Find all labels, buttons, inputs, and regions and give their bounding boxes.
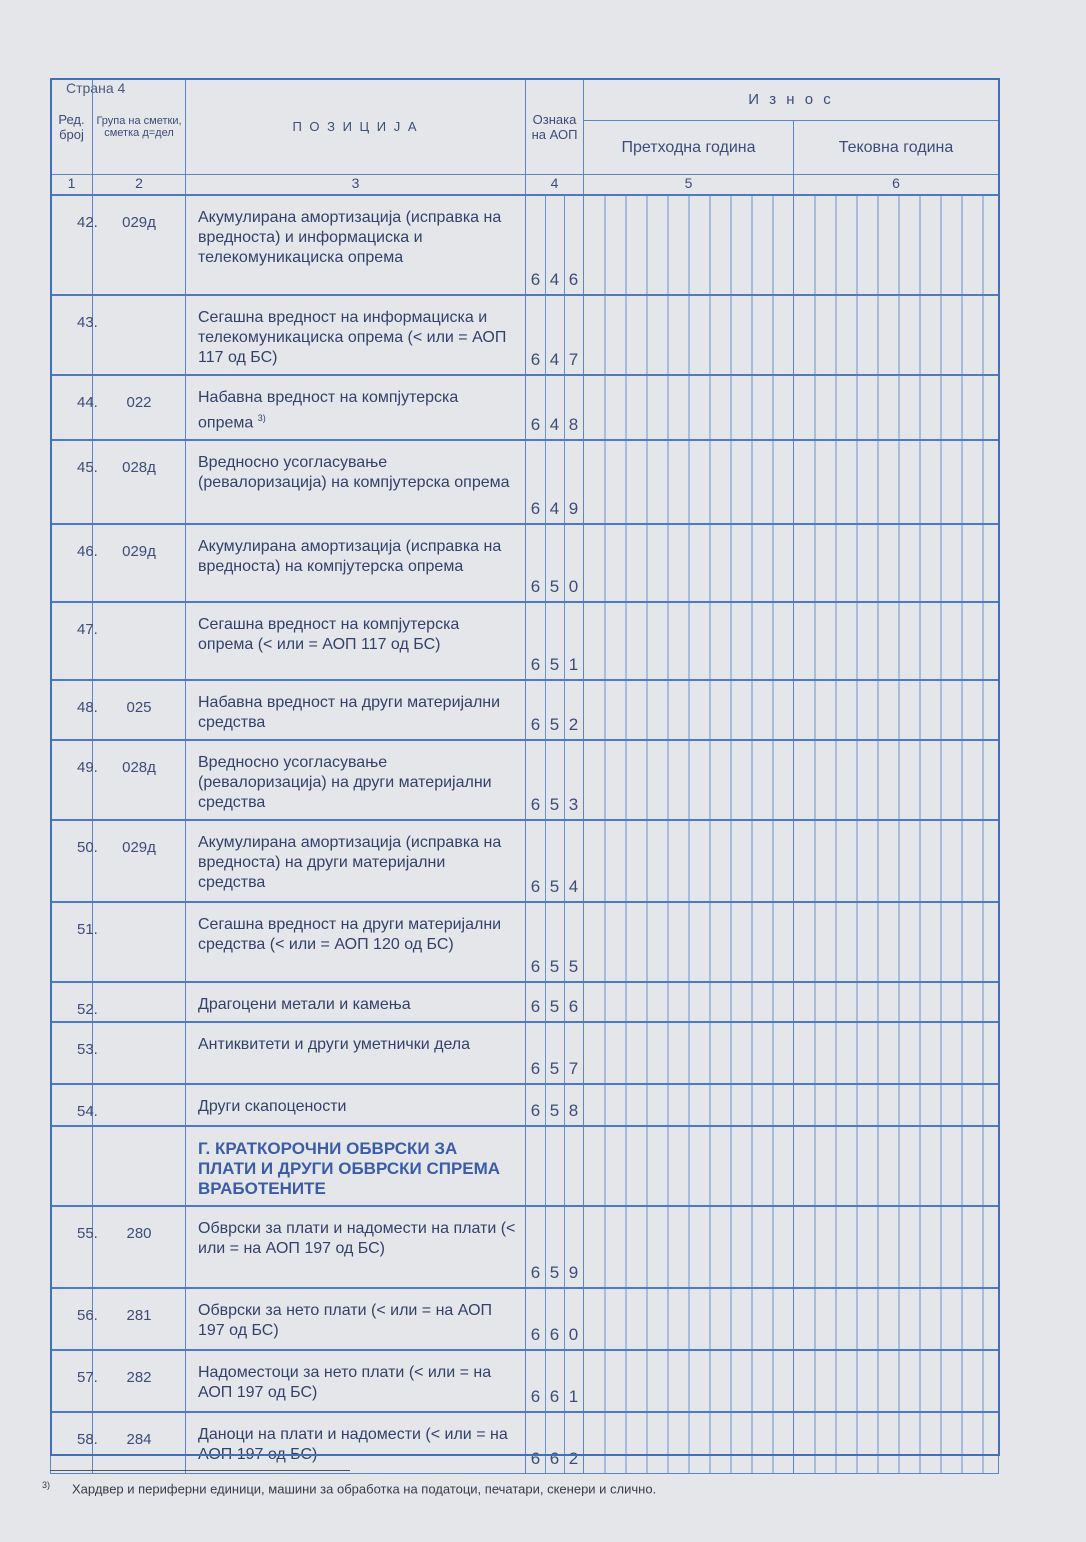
aop-digit: 5 <box>549 956 560 976</box>
amount-current-year[interactable] <box>794 1206 999 1288</box>
amount-current-year[interactable] <box>794 1288 999 1350</box>
amount-current-year[interactable] <box>794 295 999 375</box>
position-text: Акумулирана амортизација (исправка на вредноста) и информациска и телекомуникациска опрема <box>198 208 502 266</box>
position-description <box>186 820 526 902</box>
aop-digit: 8 <box>568 1100 579 1120</box>
table-row <box>51 1288 999 1350</box>
aop-code <box>526 195 584 295</box>
table-row <box>51 1206 999 1288</box>
aop-digit: 6 <box>530 654 541 674</box>
amount-previous-year[interactable] <box>584 680 794 740</box>
footnote-divider <box>50 1470 350 1471</box>
amount-current-year[interactable] <box>794 1022 999 1084</box>
aop-digit: 9 <box>568 1262 579 1282</box>
row-number: 49. <box>51 740 93 820</box>
position-description <box>186 440 526 524</box>
aop-digit: 6 <box>530 349 541 369</box>
aop-code <box>526 820 584 902</box>
row-number: 42. <box>51 195 93 295</box>
account-group: 029д <box>93 820 186 902</box>
aop-code <box>526 1022 584 1084</box>
position-text: Вредносно усогласување (ревалоризација) на други материјални средства <box>198 753 492 811</box>
position-text: Обврски за нето плати (< или = на АОП 197 од БС) <box>198 1301 493 1339</box>
footnote-text: Хардвер и периферни единици, машини за обработка на податоци, печатари, скенери и слично. <box>72 1481 657 1497</box>
amount-previous-year[interactable] <box>584 740 794 820</box>
aop-digit: 4 <box>568 876 579 896</box>
position-text: Сегашна вредност на други материјални средства (< или = АОП 120 од БС) <box>198 915 502 953</box>
aop-code <box>526 375 584 440</box>
aop-digit: 1 <box>568 1386 579 1406</box>
account-group: 284 <box>93 1412 186 1474</box>
account-group: 029д <box>93 195 186 295</box>
amount-previous-year[interactable] <box>584 440 794 524</box>
amount-current-year[interactable] <box>794 820 999 902</box>
aop-code <box>526 1084 584 1126</box>
column-number-5: 5 <box>584 175 794 195</box>
aop-digit: 9 <box>568 498 579 518</box>
aop-digit: 5 <box>549 714 560 734</box>
form-table <box>50 78 999 1474</box>
amount-previous-year[interactable] <box>584 295 794 375</box>
account-group <box>93 1126 186 1206</box>
table-row <box>51 1084 999 1126</box>
row-number: 53. <box>51 1022 93 1084</box>
aop-digit: 6 <box>530 876 541 896</box>
account-group <box>93 295 186 375</box>
page-label: Страна 4 <box>66 80 126 96</box>
header-previous-year: Претходна година <box>584 121 794 175</box>
position-description <box>186 295 526 375</box>
amount-current-year[interactable] <box>794 740 999 820</box>
aop-digit: 5 <box>549 1100 560 1120</box>
amount-current-year[interactable] <box>794 902 999 982</box>
aop-digit: 6 <box>530 1058 541 1078</box>
amount-current-year[interactable] <box>794 1350 999 1412</box>
row-number: 50. <box>51 820 93 902</box>
aop-digit: 5 <box>549 876 560 896</box>
aop-digit: 8 <box>568 414 579 434</box>
column-number-1: 1 <box>51 175 93 195</box>
account-group: 025 <box>93 680 186 740</box>
position-text: Вредносно усогласување (ревалоризација) на компјутерска опрема <box>198 453 510 491</box>
aop-digit: 4 <box>549 269 560 289</box>
header-position: П О З И Ц И Ј А <box>186 79 526 175</box>
footnote-ref: 3) <box>257 412 266 423</box>
position-description <box>186 680 526 740</box>
position-text: Акумулирана амортизација (исправка на вредноста) на компјутерска опрема <box>198 537 502 575</box>
aop-digit: 4 <box>549 498 560 518</box>
aop-digit: 4 <box>549 414 560 434</box>
aop-digit: 6 <box>530 498 541 518</box>
amount-previous-year[interactable] <box>584 1350 794 1412</box>
aop-code <box>526 295 584 375</box>
position-text: Сегашна вредност на информациска и телекомуникациска опрема (< или = АОП 117 од БС) <box>198 308 507 366</box>
aop-code <box>526 1206 584 1288</box>
row-number: 58. <box>51 1412 93 1474</box>
table-row <box>51 1126 999 1206</box>
aop-digit: 2 <box>568 714 579 734</box>
position-text: Надоместоци за нето плати (< или = на АОП 197 од БС) <box>198 1363 492 1401</box>
aop-code <box>526 524 584 602</box>
amount-previous-year[interactable] <box>584 1022 794 1084</box>
header-account-group: Група на сметки, сметка д=дел <box>93 79 186 175</box>
table-row <box>51 1412 999 1474</box>
aop-digit: 6 <box>530 269 541 289</box>
aop-digit: 6 <box>568 996 579 1016</box>
amount-current-year[interactable] <box>794 602 999 680</box>
amount-previous-year[interactable] <box>584 820 794 902</box>
aop-digit: 0 <box>568 576 579 596</box>
aop-code <box>526 1412 584 1474</box>
aop-digit: 6 <box>530 1100 541 1120</box>
aop-code <box>526 680 584 740</box>
account-group: 028д <box>93 740 186 820</box>
position-description <box>186 195 526 295</box>
amount-current-year[interactable] <box>794 1412 999 1474</box>
column-number-3: 3 <box>186 175 526 195</box>
row-number: 56. <box>51 1288 93 1350</box>
aop-digit: 6 <box>530 576 541 596</box>
position-description <box>186 1126 526 1206</box>
account-group: 022 <box>93 375 186 440</box>
table-row <box>51 1022 999 1084</box>
position-text: Сегашна вредност на компјутерска опрема (< или = АОП 117 од БС) <box>198 615 460 653</box>
amount-previous-year[interactable] <box>584 1084 794 1126</box>
amount-current-year[interactable] <box>794 195 999 295</box>
aop-digit: 1 <box>568 654 579 674</box>
account-group: 029д <box>93 524 186 602</box>
aop-digit: 0 <box>568 1324 579 1344</box>
row-number <box>51 1126 93 1206</box>
aop-digit: 6 <box>549 1324 560 1344</box>
table-row <box>51 820 999 902</box>
amount-previous-year[interactable] <box>584 1412 794 1474</box>
column-number-2: 2 <box>93 175 186 195</box>
row-number: 48. <box>51 680 93 740</box>
amount-previous-year[interactable] <box>584 375 794 440</box>
aop-digit: 3 <box>568 794 579 814</box>
position-text: Антиквитети и други уметнички дела <box>198 1035 471 1053</box>
table-row <box>51 295 999 375</box>
row-number: 54. <box>51 1084 93 1126</box>
amount-current-year[interactable] <box>794 524 999 602</box>
table-row <box>51 740 999 820</box>
row-number: 51. <box>51 902 93 982</box>
amount-previous-year[interactable] <box>584 602 794 680</box>
aop-digit: 5 <box>568 956 579 976</box>
position-description <box>186 1412 526 1474</box>
header-amount: И з н о с <box>584 79 999 121</box>
header-aop: Ознака на АОП <box>526 79 584 175</box>
row-number: 43. <box>51 295 93 375</box>
account-group <box>93 902 186 982</box>
header-current-year: Тековна година <box>794 121 999 175</box>
aop-code <box>526 1288 584 1350</box>
footnote <box>42 1480 656 1496</box>
position-text: Набавна вредност на компјутерска опрема <box>198 388 459 431</box>
aop-digit: 2 <box>568 1449 579 1469</box>
position-text: Акумулирана амортизација (исправка на вредноста) на други материјални средства <box>198 833 502 891</box>
position-description <box>186 902 526 982</box>
aop-digit: 6 <box>530 794 541 814</box>
position-description <box>186 1022 526 1084</box>
aop-digit: 6 <box>568 269 579 289</box>
amount-current-year[interactable] <box>794 375 999 440</box>
table-row <box>51 1350 999 1412</box>
amount-previous-year[interactable] <box>584 524 794 602</box>
aop-digit: 6 <box>549 1386 560 1406</box>
position-text: Даноци на плати и надомести (< или = на АОП 197 од БС) <box>198 1425 508 1463</box>
aop-code <box>526 982 584 1022</box>
aop-digit: 5 <box>549 1262 560 1282</box>
table-row <box>51 982 999 1022</box>
aop-digit: 6 <box>530 414 541 434</box>
position-text: Обврски за плати и надомести на плати (< или = на АОП 197 од БС) <box>198 1219 516 1257</box>
account-group: 281 <box>93 1288 186 1350</box>
column-number-4: 4 <box>526 175 584 195</box>
aop-digit: 6 <box>530 956 541 976</box>
account-group <box>93 982 186 1022</box>
amount-previous-year[interactable] <box>584 982 794 1022</box>
table-row <box>51 902 999 982</box>
header-row-number: Ред. број <box>51 79 93 175</box>
account-group <box>93 1084 186 1126</box>
account-group: 028д <box>93 440 186 524</box>
aop-digit: 6 <box>549 1449 560 1469</box>
aop-digit: 5 <box>549 654 560 674</box>
position-description <box>186 982 526 1022</box>
amount-current-year[interactable] <box>794 440 999 524</box>
table-row <box>51 602 999 680</box>
position-description <box>186 375 526 440</box>
account-group: 282 <box>93 1350 186 1412</box>
amount-previous-year[interactable] <box>584 1126 794 1206</box>
aop-digit: 6 <box>530 1324 541 1344</box>
aop-digit: 6 <box>530 1386 541 1406</box>
aop-digit: 5 <box>549 996 560 1016</box>
account-group <box>93 1022 186 1084</box>
position-description <box>186 602 526 680</box>
table-row <box>51 440 999 524</box>
position-description <box>186 1084 526 1126</box>
row-number: 55. <box>51 1206 93 1288</box>
position-description <box>186 740 526 820</box>
row-number: 52. <box>51 982 93 1022</box>
account-group: 280 <box>93 1206 186 1288</box>
amount-previous-year[interactable] <box>584 1288 794 1350</box>
aop-code <box>526 602 584 680</box>
aop-code <box>526 902 584 982</box>
row-number: 44. <box>51 375 93 440</box>
aop-digit: 6 <box>530 714 541 734</box>
row-number: 46. <box>51 524 93 602</box>
table-row <box>51 195 999 295</box>
position-text: Драгоцени метали и камења <box>198 995 411 1013</box>
aop-digit: 7 <box>568 349 579 369</box>
amount-current-year[interactable] <box>794 1084 999 1126</box>
position-description <box>186 1288 526 1350</box>
position-text: Други скапоцености <box>198 1097 347 1115</box>
aop-digit: 6 <box>530 1449 541 1469</box>
amount-current-year[interactable] <box>794 982 999 1022</box>
account-group <box>93 602 186 680</box>
row-number: 45. <box>51 440 93 524</box>
footnote-mark: 3) <box>42 1480 51 1490</box>
aop-digit: 5 <box>549 1058 560 1078</box>
aop-digit: 6 <box>530 996 541 1016</box>
aop-digit: 5 <box>549 794 560 814</box>
aop-code <box>526 440 584 524</box>
aop-digit: 5 <box>549 576 560 596</box>
aop-digit: 6 <box>530 1262 541 1282</box>
amount-previous-year[interactable] <box>584 195 794 295</box>
aop-digit: 4 <box>549 349 560 369</box>
table-row <box>51 524 999 602</box>
aop-digit: 7 <box>568 1058 579 1078</box>
position-text: Г. КРАТКОРОЧНИ ОБВРСКИ ЗА ПЛАТИ И ДРУГИ ОБВРСКИ СПРЕМА ВРАБОТЕНИТЕ <box>198 1138 501 1198</box>
position-description <box>186 1206 526 1288</box>
aop-code <box>526 1350 584 1412</box>
column-number-6: 6 <box>794 175 999 195</box>
row-number: 47. <box>51 602 93 680</box>
table-row <box>51 375 999 440</box>
table-row <box>51 680 999 740</box>
position-text: Набавна вредност на други материјални средства <box>198 693 501 731</box>
position-description <box>186 1350 526 1412</box>
amount-current-year[interactable] <box>794 1126 999 1206</box>
amount-previous-year[interactable] <box>584 1206 794 1288</box>
amount-previous-year[interactable] <box>584 902 794 982</box>
aop-code <box>526 1126 584 1206</box>
aop-code <box>526 740 584 820</box>
position-description <box>186 524 526 602</box>
amount-current-year[interactable] <box>794 680 999 740</box>
row-number: 57. <box>51 1350 93 1412</box>
